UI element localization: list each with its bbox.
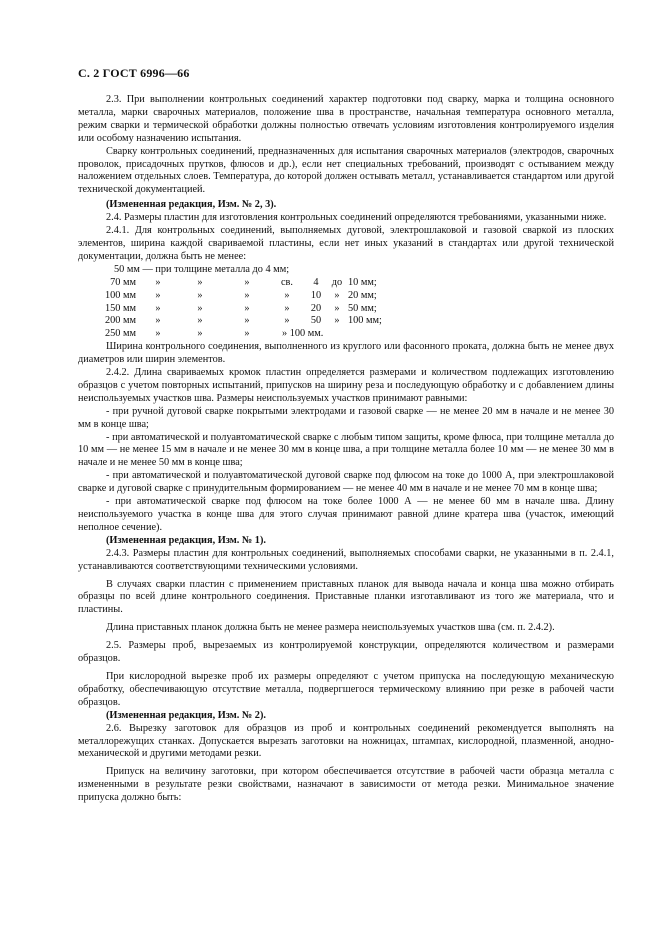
width-table-cell: » [244, 302, 250, 314]
page-header: С. 2 ГОСТ 6996—66 [78, 66, 190, 80]
width-table-cell: 20 мм; [348, 289, 377, 301]
width-table-cell: » [197, 315, 203, 327]
edition-note-3: (Измененная редакция, Изм. № 2). [106, 709, 266, 721]
width-table-cell: 10 [310, 289, 322, 301]
width-table-row [78, 315, 400, 328]
width-table-cell: 100 мм; [348, 315, 382, 327]
list-item: - при автоматической и полуавтоматической дуговой сварке под флюсом на токе до 1000 А, при электрошлаковой сварке и дуговой сварке с принудительным формированием — не менее 40 мм в начале и не менее 70 мм в конце шва; [78, 470, 614, 495]
width-table-cell: 50 [310, 315, 322, 327]
width-table-cell: 50 мм; [348, 302, 377, 314]
paragraph-width-round: Ширина контрольного соединения, выполненного из круглого или фасонного проката, должна быть не менее двух диаметров или ширин элементов. [78, 341, 614, 366]
width-table-cell: 100 мм [104, 289, 136, 301]
width-table-cell: » [155, 315, 161, 327]
width-table-cell: » [155, 302, 161, 314]
width-table-cell: » [197, 328, 203, 340]
width-table-cell: 70 мм [110, 276, 136, 288]
width-table-cell: » [197, 289, 203, 301]
paragraph-planks: В случаях сварки пластин с применением приставных планок для вывода начала и конца шва можно отбирать образцы по всей длине контрольного соединения. Приставные планки изготавливают из того же материала, что и пластины. [78, 578, 614, 616]
width-table-cell: до [331, 276, 343, 288]
width-table-cell: » [284, 315, 290, 327]
width-table-cell: 10 мм; [348, 276, 377, 288]
width-table-cell: » [334, 289, 340, 301]
width-table-cell: » [244, 328, 250, 340]
width-table-cell: » [155, 289, 161, 301]
paragraph-2-4-2: 2.4.2. Длина свариваемых кромок пластин определяется размерами и количеством подлежащих изготовлению образцов с учетом повторных испытаний, припусков на ширину реза и последующую обработку и с добавлением длины неиспользуемых участков шва. Размеры неиспользуемых участков принимают равными: [78, 367, 614, 404]
width-table-cell: » [244, 276, 250, 288]
width-first-line: 50 мм — при толщине металла до 4 мм; [114, 263, 290, 275]
width-table-cell: 150 мм [104, 302, 136, 314]
width-table-cell: » [244, 315, 250, 327]
paragraph-oxygen-cutting: При кислородной вырезке проб их размеры определяют с учетом припуска на последующую механическую обработку, обеспечивающую отсутствие металла, подвергшегося термическому влиянию при резке в рабочей части образцов. [78, 670, 614, 708]
width-table-cell: » [197, 302, 203, 314]
list-item: - при автоматической и полуавтоматической сварке с любым типом защиты, кроме флюса, при толщине металла до 10 мм — не менее 15 мм в начале и не менее 30 мм в конце шва, а при толщине металла более 10 мм — не менее 30 мм в начале и не менее 50 мм в конце шва; [78, 431, 614, 469]
paragraph-2-4: 2.4. Размеры пластин для изготовления контрольных соединений определяются требованиями, указанными ниже. [106, 212, 607, 224]
width-table-cell: » [334, 302, 340, 314]
width-table-cell: » [197, 276, 203, 288]
width-table-cell: св. [280, 276, 293, 288]
paragraph-2-3: 2.3. При выполнении контрольных соединений характер подготовки под сварку, марка и толщина основного металла, марки сварочных материалов, положение шва в пространстве, начальная температура основного металла, режим сварки и термической обработки должны полностью отвечать условиям изготовления контролируемого изделия или особому назначению испытания. [78, 94, 614, 144]
width-table-cell: 250 мм [104, 328, 136, 340]
list-item: - при ручной дуговой сварке покрытыми электродами и газовой сварке — не менее 20 мм в начале и не менее 30 мм в конце шва; [78, 405, 614, 430]
width-table [78, 277, 400, 342]
width-table-cell: 200 мм [104, 315, 136, 327]
width-table-cell: » 100 мм. [282, 328, 324, 340]
width-table-cell: » [155, 276, 161, 288]
paragraph-2-6: 2.6. Вырезку заготовок для образцов из проб и контрольных соединений рекомендуется выполнять на металлорежущих станках. Допускается вырезать заготовки на ножницах, штампах, кислородной, плазменной, анодно-механической и другими методами резки. [78, 722, 614, 760]
edition-note-1: (Измененная редакция, Изм. № 2, 3). [106, 199, 277, 211]
width-table-cell: 20 [310, 302, 322, 314]
paragraph-planks-length: Длина приставных планок должна быть не менее размера неиспользуемых участков шва (см. п. 2.4.2). [106, 622, 555, 634]
width-table-cell: » [334, 315, 340, 327]
paragraph-2-5: 2.5. Размеры проб, вырезаемых из контролируемой конструкции, определяются количеством и размерами образцов. [78, 640, 614, 665]
list-item: - при автоматической сварке под флюсом на токе более 1000 А — не менее 60 мм в начале шва. Длину неиспользуемого участка в конце шва для этого случая принимают равной длине кратера шва (участок, имеющий неполное сечение). [78, 496, 614, 533]
width-table-cell: » [284, 289, 290, 301]
width-table-row [78, 290, 400, 303]
page-body [78, 94, 614, 805]
width-table-row [78, 277, 400, 290]
width-table-row [78, 328, 400, 341]
width-table-row [78, 303, 400, 316]
paragraph-2-4-3: 2.4.3. Размеры пластин для контрольных соединений, выполняемых способами сварки, не указанными в п. 2.4.1, устанавливаются соответствующими техническими условиями. [78, 547, 614, 572]
width-table-cell: » [284, 302, 290, 314]
width-table-cell: 4 [313, 276, 319, 288]
edition-note-2: (Измененная редакция, Изм. № 1). [106, 534, 266, 546]
paragraph-allowance: Припуск на величину заготовки, при котором обеспечивается отсутствие в рабочей части образца металла с измененными в результате резки свойствами, назначают в зависимости от метода резки. Минимальное значение припуска должно быть: [78, 766, 614, 804]
width-table-cell: » [244, 289, 250, 301]
paragraph-welding-materials: Сварку контрольных соединений, предназначенных для испытания сварочных материалов (электродов, сварочных проволок, присадочных прутков, флюсов и др.), если нет специальных требований, производят с остыванием между наложением отдельных слоев. Температура, до которой должен остывать металл, устанавливается стандартом или другой технической документацией. [78, 145, 614, 196]
width-table-cell: » [155, 328, 161, 340]
paragraph-2-4-1: 2.4.1. Для контрольных соединений, выполняемых дуговой, электрошлаковой и газовой сваркой из плоских элементов, ширина каждой свариваемой пластины, если нет иных указаний в стандартах или другой технической документации, должна быть не менее: [78, 225, 614, 262]
